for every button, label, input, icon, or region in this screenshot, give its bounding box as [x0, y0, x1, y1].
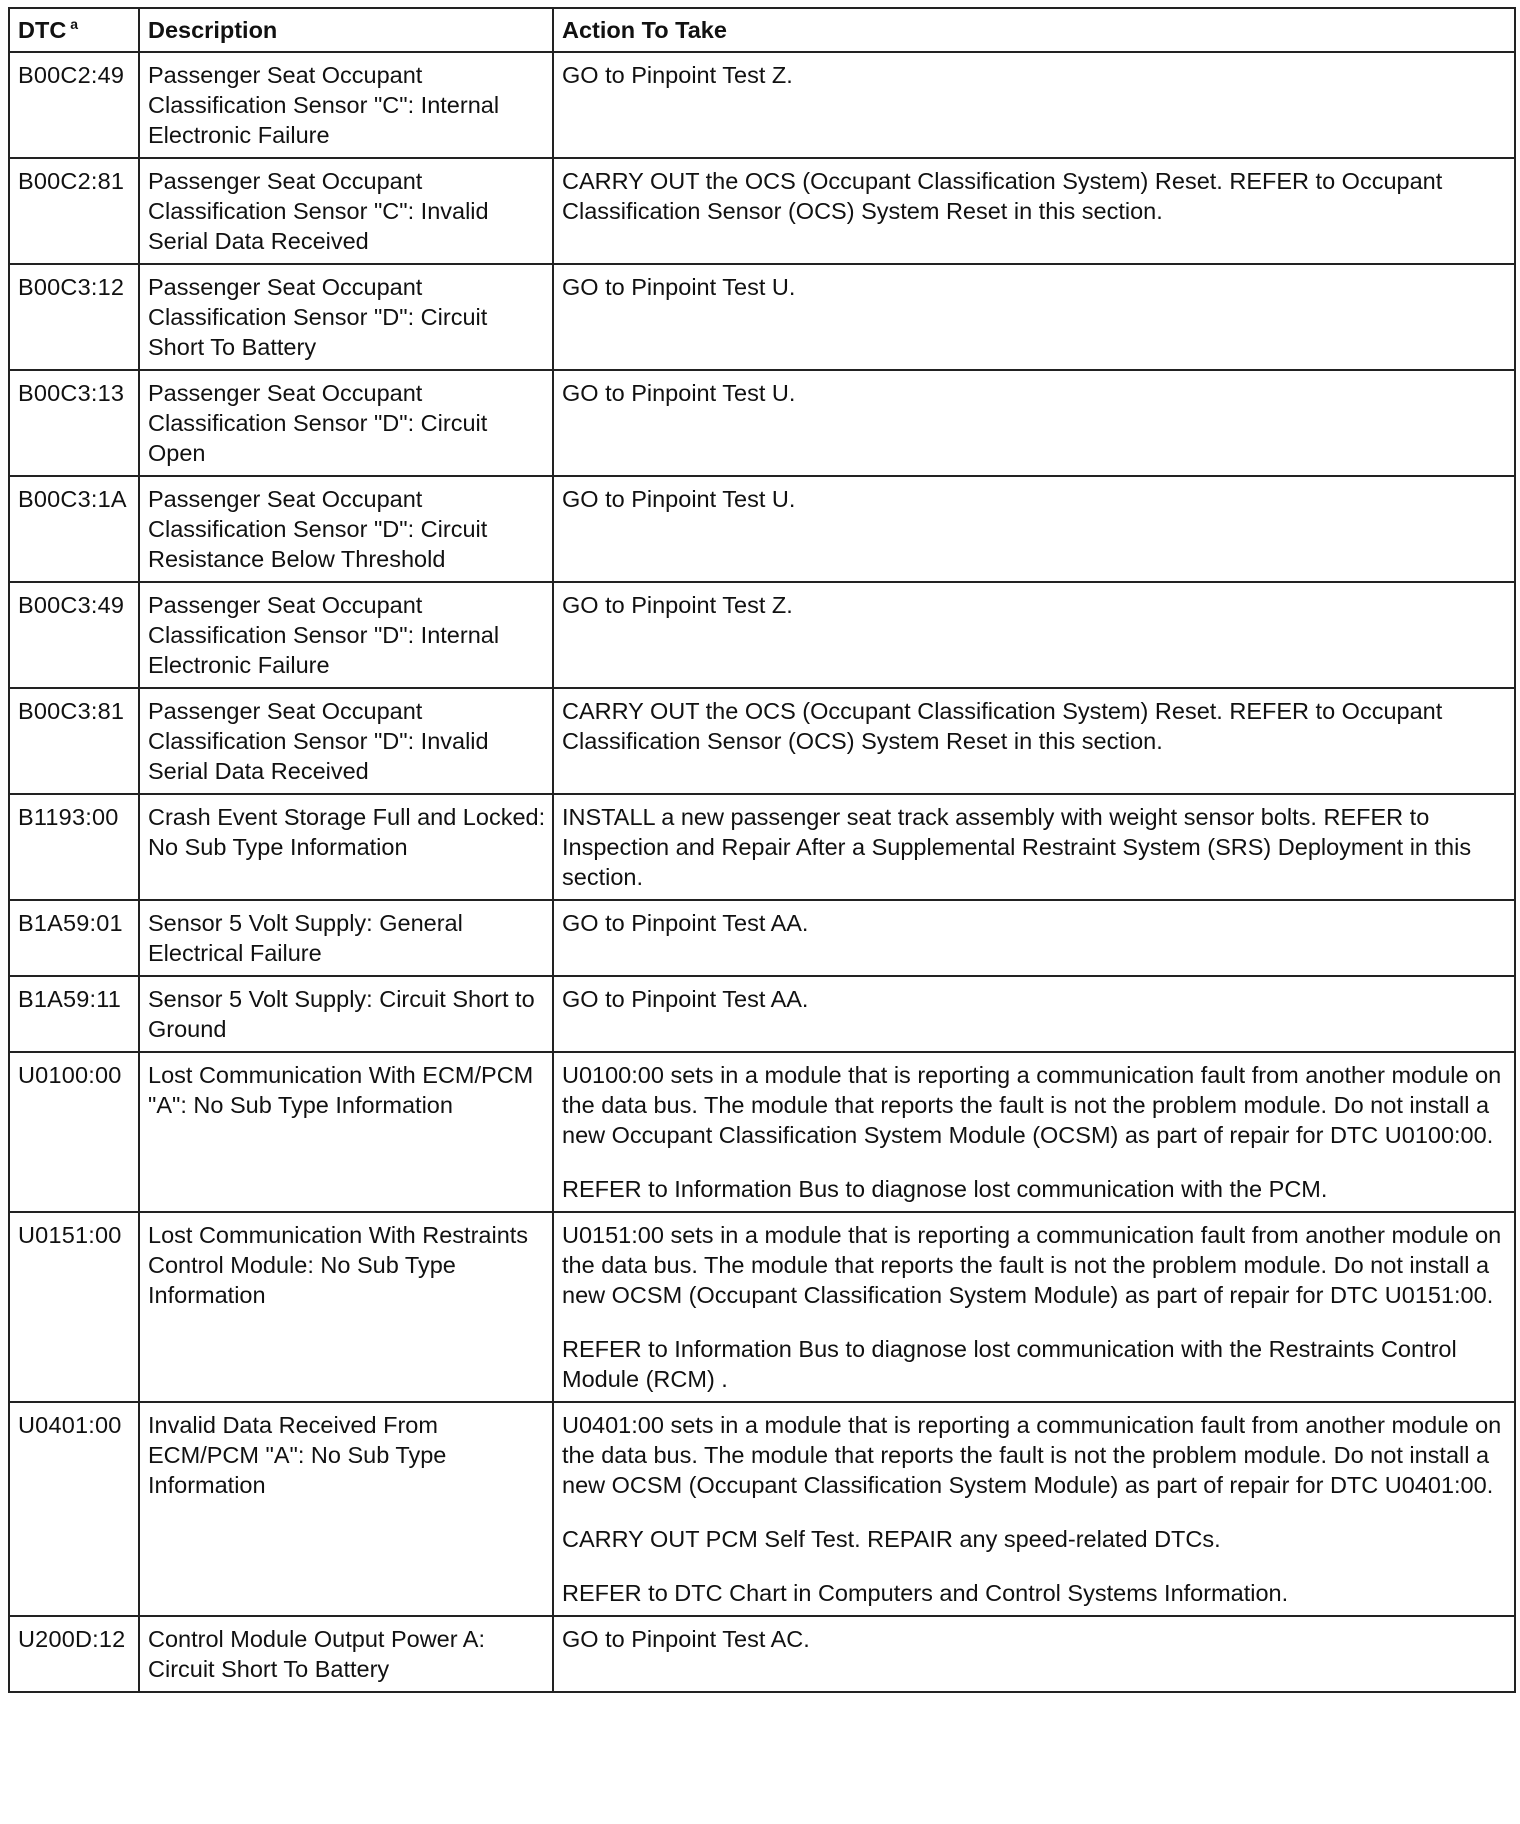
description-cell: Lost Communication With Restraints Control Module: No Sub Type Information — [139, 1212, 553, 1402]
action-paragraph: GO to Pinpoint Test Z. — [562, 592, 793, 618]
action-cell — [553, 1052, 1515, 1212]
dtc-code-cell: B1A59:01 — [9, 900, 139, 976]
action-paragraph: REFER to Information Bus to diagnose lost communication with the PCM. — [562, 1176, 1328, 1202]
action-paragraph: U0100:00 sets in a module that is reporting a communication fault from another module on the data bus. The module that reports the fault is not the problem module. Do not install a new Occupant Classification System Module (OCSM) as part of repair for DTC U0100:00. — [562, 1062, 1502, 1148]
table-row — [9, 264, 1515, 370]
description-cell: Passenger Seat Occupant Classification Sensor "D": Circuit Resistance Below Threshold — [139, 476, 553, 582]
description-cell: Passenger Seat Occupant Classification Sensor "D": Circuit Open — [139, 370, 553, 476]
action-cell — [553, 370, 1515, 476]
action-cell — [553, 158, 1515, 264]
table-row — [9, 52, 1515, 158]
action-paragraph: REFER to DTC Chart in Computers and Control Systems Information. — [562, 1580, 1289, 1606]
table-row — [9, 900, 1515, 976]
table-row — [9, 1402, 1515, 1616]
action-cell — [553, 582, 1515, 688]
action-paragraph: GO to Pinpoint Test Z. — [562, 62, 793, 88]
dtc-code-cell: U0100:00 — [9, 1052, 139, 1212]
dtc-code-cell: B00C2:81 — [9, 158, 139, 264]
dtc-code-cell: B00C3:13 — [9, 370, 139, 476]
description-cell: Passenger Seat Occupant Classification Sensor "D": Circuit Short To Battery — [139, 264, 553, 370]
action-paragraph: INSTALL a new passenger seat track assembly with weight sensor bolts. REFER to Inspection and Repair After a Supplemental Restraint System (SRS) Deployment in this section. — [562, 804, 1472, 890]
table-row — [9, 1052, 1515, 1212]
dtc-code-cell: B1193:00 — [9, 794, 139, 900]
action-paragraph: GO to Pinpoint Test AA. — [562, 910, 809, 936]
description-cell: Passenger Seat Occupant Classification Sensor "C": Invalid Serial Data Received — [139, 158, 553, 264]
description-cell: Passenger Seat Occupant Classification Sensor "D": Invalid Serial Data Received — [139, 688, 553, 794]
dtc-code-cell: U0401:00 — [9, 1402, 139, 1616]
dtc-code-cell: U200D:12 — [9, 1616, 139, 1692]
table-row — [9, 476, 1515, 582]
action-paragraph: GO to Pinpoint Test U. — [562, 380, 796, 406]
action-cell — [553, 52, 1515, 158]
table-row — [9, 582, 1515, 688]
action-paragraph: REFER to Information Bus to diagnose lost communication with the Restraints Control Module (RCM) . — [562, 1336, 1457, 1392]
description-cell: Control Module Output Power A: Circuit Short To Battery — [139, 1616, 553, 1692]
action-cell — [553, 476, 1515, 582]
dtc-code-cell: B00C3:12 — [9, 264, 139, 370]
dtc-code-cell: B00C3:81 — [9, 688, 139, 794]
table-header — [9, 8, 1515, 52]
action-cell — [553, 1616, 1515, 1692]
action-cell — [553, 264, 1515, 370]
dtc-code-cell: B1A59:11 — [9, 976, 139, 1052]
dtc-table — [8, 7, 1516, 1693]
action-paragraph: GO to Pinpoint Test U. — [562, 486, 796, 512]
action-cell — [553, 976, 1515, 1052]
table-body — [9, 52, 1515, 1692]
action-cell — [553, 1212, 1515, 1402]
dtc-code-cell: B00C3:49 — [9, 582, 139, 688]
action-cell — [553, 900, 1515, 976]
table-row — [9, 688, 1515, 794]
table-row — [9, 158, 1515, 264]
action-cell — [553, 1402, 1515, 1616]
action-paragraph: GO to Pinpoint Test AC. — [562, 1626, 810, 1652]
header-dtc-label: DTC — [18, 17, 67, 43]
dtc-code-cell: U0151:00 — [9, 1212, 139, 1402]
action-paragraph: GO to Pinpoint Test U. — [562, 274, 796, 300]
description-cell: Sensor 5 Volt Supply: Circuit Short to Ground — [139, 976, 553, 1052]
dtc-code-cell: B00C2:49 — [9, 52, 139, 158]
action-paragraph: CARRY OUT the OCS (Occupant Classification System) Reset. REFER to Occupant Classification Sensor (OCS) System Reset in this section. — [562, 168, 1443, 224]
action-paragraph: U0151:00 sets in a module that is reporting a communication fault from another module on the data bus. The module that reports the fault is not the problem module. Do not install a new OCSM (Occupant Classification System Module) as part of repair for DTC U0151:00. — [562, 1222, 1502, 1308]
action-paragraph: CARRY OUT PCM Self Test. REPAIR any speed-related DTCs. — [562, 1526, 1221, 1552]
header-dtc-footnote: a — [70, 16, 79, 33]
action-paragraph: GO to Pinpoint Test AA. — [562, 986, 809, 1012]
table-row — [9, 1212, 1515, 1402]
action-paragraph: U0401:00 sets in a module that is reporting a communication fault from another module on the data bus. The module that reports the fault is not the problem module. Do not install a new OCSM (Occupant Classification System Module) as part of repair for DTC U0401:00. — [562, 1412, 1502, 1498]
description-cell: Crash Event Storage Full and Locked: No Sub Type Information — [139, 794, 553, 900]
table-row — [9, 370, 1515, 476]
header-row — [9, 8, 1515, 52]
dtc-code-cell: B00C3:1A — [9, 476, 139, 582]
table-row — [9, 1616, 1515, 1692]
action-paragraph: CARRY OUT the OCS (Occupant Classification System) Reset. REFER to Occupant Classification Sensor (OCS) System Reset in this section. — [562, 698, 1443, 754]
header-dtc — [9, 8, 139, 52]
action-cell — [553, 688, 1515, 794]
header-action: Action To Take — [553, 8, 1515, 52]
description-cell: Lost Communication With ECM/PCM "A": No Sub Type Information — [139, 1052, 553, 1212]
description-cell: Invalid Data Received From ECM/PCM "A": No Sub Type Information — [139, 1402, 553, 1616]
table-row — [9, 976, 1515, 1052]
description-cell: Passenger Seat Occupant Classification Sensor "D": Internal Electronic Failure — [139, 582, 553, 688]
header-description: Description — [139, 8, 553, 52]
description-cell: Passenger Seat Occupant Classification Sensor "C": Internal Electronic Failure — [139, 52, 553, 158]
action-cell — [553, 794, 1515, 900]
table-row — [9, 794, 1515, 900]
description-cell: Sensor 5 Volt Supply: General Electrical Failure — [139, 900, 553, 976]
